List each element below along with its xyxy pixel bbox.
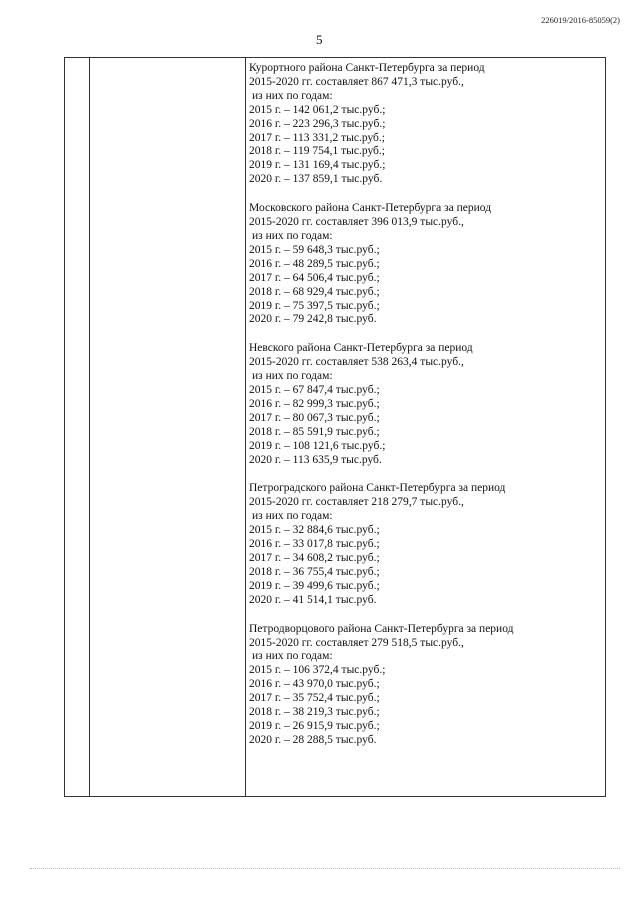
year-line: 2020 г. – 113 635,9 тыс.руб. (249, 453, 382, 466)
year-line: 2016 г. – 48 289,5 тыс.руб.; (249, 257, 380, 270)
year-line: 2020 г. – 137 859,1 тыс.руб. (249, 173, 383, 186)
year-line: 2016 г. – 33 017,8 тыс.руб.; (249, 538, 380, 551)
year-line: 2019 г. – 108 121,6 тыс.руб.; (249, 439, 386, 452)
year-line: 2015 г. – 32 884,6 тыс.руб.; (249, 524, 380, 537)
section-heading: Московского района Санкт-Петербурга за период (249, 202, 492, 215)
section-years-intro: из них по годам: (252, 229, 333, 242)
year-line: 2017 г. – 80 067,3 тыс.руб.; (249, 411, 380, 424)
year-line: 2020 г. – 28 288,5 тыс.руб. (249, 733, 377, 746)
section-years-intro: из них по годам: (252, 650, 333, 663)
year-line: 2017 г. – 64 506,4 тыс.руб.; (249, 271, 380, 284)
section-total: 2015-2020 гг. составляет 538 263,4 тыс.руб., (249, 356, 464, 369)
section-heading: Петродворцового района Санкт-Петербурга за период (249, 622, 514, 635)
year-line: 2017 г. – 34 608,2 тыс.руб.; (249, 552, 380, 564)
table-cell-content (249, 62, 601, 763)
table-column-divider (245, 58, 246, 796)
year-line: 2019 г. – 131 169,4 тыс.руб.; (249, 159, 386, 172)
year-line: 2017 г. – 113 331,2 тыс.руб.; (249, 131, 385, 144)
year-line: 2019 г. – 75 397,5 тыс.руб.; (249, 299, 380, 312)
year-line: 2020 г. – 41 514,1 тыс.руб. (249, 593, 377, 606)
year-line: 2018 г. – 119 754,1 тыс.руб.; (249, 145, 385, 158)
table-column-divider (89, 58, 90, 796)
section-total: 2015-2020 гг. составляет 218 279,7 тыс.руб., (249, 496, 464, 509)
year-line: 2016 г. – 82 999,3 тыс.руб.; (249, 397, 380, 410)
section-years-intro: из них по годам: (252, 370, 333, 383)
section-years-intro: из них по годам: (252, 89, 333, 102)
section-heading: Петроградского района Санкт-Петербурга за период (249, 482, 506, 495)
year-line: 2019 г. – 39 499,6 тыс.руб.; (249, 579, 380, 592)
year-line: 2015 г. – 142 061,2 тыс.руб.; (249, 103, 386, 116)
year-line: 2018 г. – 36 755,4 тыс.руб.; (249, 565, 380, 578)
year-line: 2016 г. – 223 296,3 тыс.руб.; (249, 117, 386, 130)
document-table (64, 57, 606, 797)
district-section (249, 623, 601, 748)
district-section (249, 62, 601, 187)
year-line: 2015 г. – 67 847,4 тыс.руб.; (249, 384, 380, 397)
section-total: 2015-2020 гг. составляет 279 518,5 тыс.руб., (249, 636, 464, 649)
year-line: 2020 г. – 79 242,8 тыс.руб. (249, 313, 377, 326)
footer-scan-line (30, 868, 620, 870)
year-line: 2016 г. – 43 970,0 тыс.руб.; (249, 678, 380, 691)
year-line: 2017 г. – 35 752,4 тыс.руб.; (249, 692, 380, 705)
year-line: 2015 г. – 59 648,3 тыс.руб.; (249, 243, 380, 256)
district-section (249, 342, 601, 467)
document-registration-number: 226019/2016-85059(2) (541, 15, 620, 25)
district-section (249, 202, 601, 327)
section-years-intro: из них по годам: (252, 510, 333, 523)
year-line: 2018 г. – 85 591,9 тыс.руб.; (249, 425, 380, 438)
year-line: 2018 г. – 68 929,4 тыс.руб.; (249, 285, 380, 298)
section-total: 2015-2020 гг. составляет 396 013,9 тыс.руб., (249, 216, 464, 229)
year-line: 2019 г. – 26 915,9 тыс.руб.; (249, 719, 380, 732)
year-line: 2015 г. – 106 372,4 тыс.руб.; (249, 664, 386, 677)
district-section (249, 482, 601, 607)
section-heading: Невского района Санкт-Петербурга за период (249, 342, 473, 355)
section-total: 2015-2020 гг. составляет 867 471,3 тыс.руб., (249, 75, 464, 88)
section-heading: Курортного района Санкт-Петербурга за период (249, 62, 485, 74)
page-number: 5 (316, 32, 323, 47)
year-line: 2018 г. – 38 219,3 тыс.руб.; (249, 706, 380, 719)
